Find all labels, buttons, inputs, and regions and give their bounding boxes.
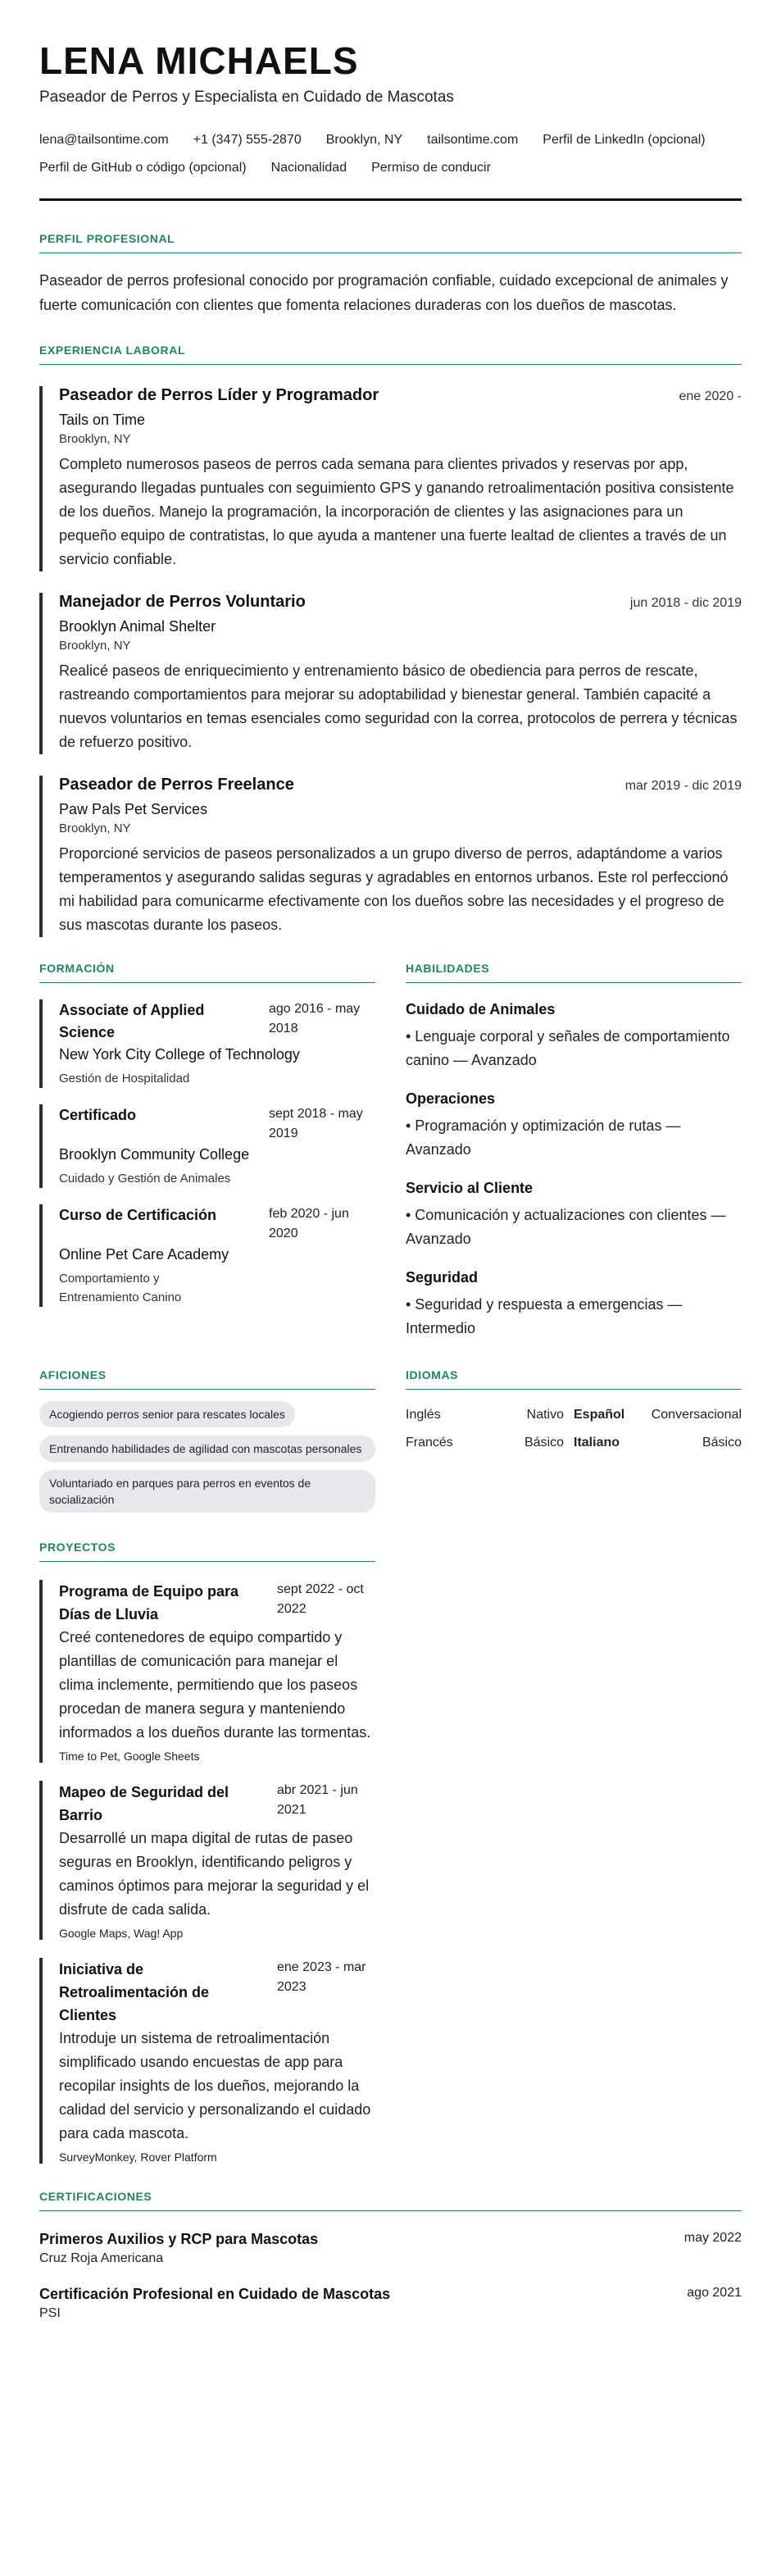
certification-issuer: PSI xyxy=(39,2306,61,2320)
section-title-hobbies: AFICIONES xyxy=(39,1368,375,1390)
project-entry xyxy=(39,1781,375,1940)
project-tech: SurveyMonkey, Rover Platform xyxy=(59,2150,217,2164)
languages-table xyxy=(406,1401,742,1457)
section-title-education: FORMACIÓN xyxy=(39,962,375,983)
job-description: Completo numerosos paseos de perros cada semana para clientes privados y reservas por app, asegurando llegadas puntuales con seguimiento GPS y ganando retroalimentación positiva consistente de los dueños. Manejo la programación, la incorporación de clientes y las asignaciones para un pequeño equipo de contratistas, lo que ayuda a mantener una fuerte lealtad de clientes a través de un servicio confiable. xyxy=(59,456,734,567)
job-entry xyxy=(39,593,742,754)
project-title: Mapeo de Seguridad del Barrio xyxy=(59,1784,229,1823)
skill-item: • Comunicación y actualizaciones con clientes — Avanzado xyxy=(406,1207,726,1247)
project-date: sept 2022 - oct 2022 xyxy=(277,1582,364,1616)
education-degree: Curso de Certificación xyxy=(59,1207,217,1223)
job-date: ene 2020 - xyxy=(679,389,742,403)
education-skills-row xyxy=(39,962,742,1340)
contact-email[interactable]: lena@tailsontime.com xyxy=(39,133,169,147)
contact-github[interactable]: Perfil de GitHub o código (opcional) xyxy=(39,161,247,175)
job-location: Brooklyn, NY xyxy=(59,639,131,653)
education-degree: Associate of Applied Science xyxy=(59,1002,205,1040)
certification-name: Certificación Profesional en Cuidado de Mascotas xyxy=(39,2286,391,2302)
education-degree: Certificado xyxy=(59,1107,137,1123)
job-description: Realicé paseos de enriquecimiento y entrenamiento básico de obediencia para perros de rescate, rastreando comportamientos para mejorar su adoptabilidad y bienestar general. También capacité a nuevos voluntarios en temas esenciales como seguridad con la correa, protocolos de perrera y técnicas de refuerzo positivo. xyxy=(59,662,738,750)
section-title-summary: PERFIL PROFESIONAL xyxy=(39,232,742,253)
skill-item: • Lenguaje corporal y señales de comportamiento canino — Avanzado xyxy=(406,1028,730,1068)
certification-date: may 2022 xyxy=(683,2231,742,2245)
hobbies-section xyxy=(39,1368,375,1513)
education-section xyxy=(39,962,375,1340)
project-entry xyxy=(39,1580,375,1763)
candidate-name: LENA MICHAELS xyxy=(39,39,359,82)
certifications-section xyxy=(39,2190,742,2321)
skill-item: • Programación y optimización de rutas — Avanzado xyxy=(406,1117,681,1158)
education-date: feb 2020 - jun 2020 xyxy=(269,1207,349,1240)
language-level: Básico xyxy=(524,1436,564,1450)
education-entry xyxy=(39,1204,375,1307)
project-title: Programa de Equipo para Días de Lluvia xyxy=(59,1583,239,1623)
language-name: Francés xyxy=(406,1436,453,1450)
education-field: Comportamiento y Entrenamiento Canino xyxy=(59,1272,182,1304)
education-school: Online Pet Care Academy xyxy=(59,1246,229,1263)
language-name: Inglés xyxy=(406,1408,441,1422)
project-description: Creé contenedores de equipo compartido y plantillas de comunicación para manejar el clima inclemente, permitiendo que los paseos procedan de manera segura y manteniendo informados a los dueños durante las tormentas. xyxy=(59,1629,371,1741)
summary-text: Paseador de perros profesional conocido por programación confiable, cuidado excepcional de animales y fuerte comunicación con clientes que fomenta relaciones duraderas con los dueños de mascotas. xyxy=(39,272,729,313)
contact-nationality: Nacionalidad xyxy=(270,161,347,175)
project-description: Introduje un sistema de retroalimentación simplificado usando encuestas de app para recopilar insights de los dueños, mejorando la calidad del servicio y personalizando el cuidado para cada mascota. xyxy=(59,2030,371,2141)
job-company: Tails on Time xyxy=(59,412,146,428)
job-title: Manejador de Perros Voluntario xyxy=(59,593,306,611)
education-school: Brooklyn Community College xyxy=(59,1146,250,1163)
project-date: abr 2021 - jun 2021 xyxy=(277,1783,358,1817)
education-entry xyxy=(39,999,375,1088)
project-title: Iniciativa de Retroalimentación de Clientes xyxy=(59,1961,210,2023)
skill-category: Cuidado de Animales xyxy=(406,1001,556,1017)
job-company: Paw Pals Pet Services xyxy=(59,801,208,817)
language-level: Nativo xyxy=(526,1408,564,1422)
project-entry xyxy=(39,1958,375,2164)
education-entry xyxy=(39,1104,375,1188)
projects-section xyxy=(39,1541,375,2164)
job-entry xyxy=(39,386,742,571)
project-description: Desarrollé un mapa digital de rutas de paseo seguras en Brooklyn, identificando peligros y caminos óptimos para mejorar la seguridad y el disfrute de cada salida. xyxy=(59,1830,370,1918)
language-level: Básico xyxy=(702,1436,742,1450)
section-title-certifications: CERTIFICACIONES xyxy=(39,2190,742,2211)
job-date: jun 2018 - dic 2019 xyxy=(629,596,742,610)
education-school: New York City College of Technology xyxy=(59,1046,300,1063)
header-divider xyxy=(39,198,742,201)
job-title: Paseador de Perros Líder y Programador xyxy=(59,386,379,404)
education-field: Gestión de Hospitalidad xyxy=(59,1072,190,1085)
skill-category: Servicio al Cliente xyxy=(406,1180,534,1196)
project-tech: Time to Pet, Google Sheets xyxy=(59,1750,200,1763)
hobby-tag: Voluntariado en parques para perros en eventos de socialización xyxy=(39,1470,375,1513)
contact-license: Permiso de conducir xyxy=(371,161,491,175)
section-title-skills: HABILIDADES xyxy=(406,962,742,983)
skill-category: Seguridad xyxy=(406,1269,479,1286)
project-tech: Google Maps, Wag! App xyxy=(59,1927,184,1940)
summary-section xyxy=(39,232,742,317)
contact-website[interactable]: tailsontime.com xyxy=(427,133,519,147)
certification-entry xyxy=(39,2286,742,2321)
education-field: Cuidado y Gestión de Animales xyxy=(59,1172,231,1186)
certification-issuer: Cruz Roja Americana xyxy=(39,2251,164,2265)
contact-linkedin[interactable]: Perfil de LinkedIn (opcional) xyxy=(543,133,706,147)
job-location: Brooklyn, NY xyxy=(59,821,131,835)
language-level: Conversacional xyxy=(651,1408,742,1422)
job-description: Proporcioné servicios de paseos personalizados a un grupo diverso de perros, adaptándome a varios temperamentos y asegurando salidas seguras y agradables en entornos urbanos. Este rol perfeccionó mi habilidad para comunicarme efectivamente con los dueños sobre las necesidades y el progreso de sus mascotas durante los paseos. xyxy=(59,845,729,933)
hobby-tag: Entrenando habilidades de agilidad con mascotas personales xyxy=(39,1436,375,1462)
job-date: mar 2019 - dic 2019 xyxy=(624,779,742,793)
language-name: Italiano xyxy=(574,1436,620,1450)
skill-category: Operaciones xyxy=(406,1090,496,1107)
skill-item: • Seguridad y respuesta a emergencias — Intermedio xyxy=(406,1296,683,1336)
hobbies-languages-row xyxy=(39,1368,742,1513)
candidate-title: Paseador de Perros y Especialista en Cuidado de Mascotas xyxy=(39,89,454,106)
certification-name: Primeros Auxilios y RCP para Mascotas xyxy=(39,2231,319,2247)
contact-location: Brooklyn, NY xyxy=(325,133,403,147)
section-title-experience: EXPERIENCIA LABORAL xyxy=(39,344,742,365)
section-title-languages: IDIOMAS xyxy=(406,1368,742,1390)
languages-section xyxy=(406,1368,742,1513)
language-name: Español xyxy=(574,1408,625,1422)
section-title-projects: PROYECTOS xyxy=(39,1541,375,1562)
certification-entry xyxy=(39,2231,742,2266)
job-entry xyxy=(39,776,742,937)
experience-section xyxy=(39,344,742,937)
certification-date: ago 2021 xyxy=(687,2286,742,2300)
contact-info xyxy=(39,126,742,182)
education-date: sept 2018 - may 2019 xyxy=(269,1107,363,1140)
skills-section xyxy=(406,962,742,1340)
job-location: Brooklyn, NY xyxy=(59,432,131,446)
contact-phone[interactable]: +1 (347) 555-2870 xyxy=(193,133,302,147)
project-date: ene 2023 - mar 2023 xyxy=(277,1960,366,1994)
job-company: Brooklyn Animal Shelter xyxy=(59,618,216,635)
job-title: Paseador de Perros Freelance xyxy=(59,776,294,794)
header xyxy=(39,39,742,201)
hobby-tag: Acogiendo perros senior para rescates locales xyxy=(39,1401,295,1427)
education-date: ago 2016 - may 2018 xyxy=(269,1002,361,1035)
